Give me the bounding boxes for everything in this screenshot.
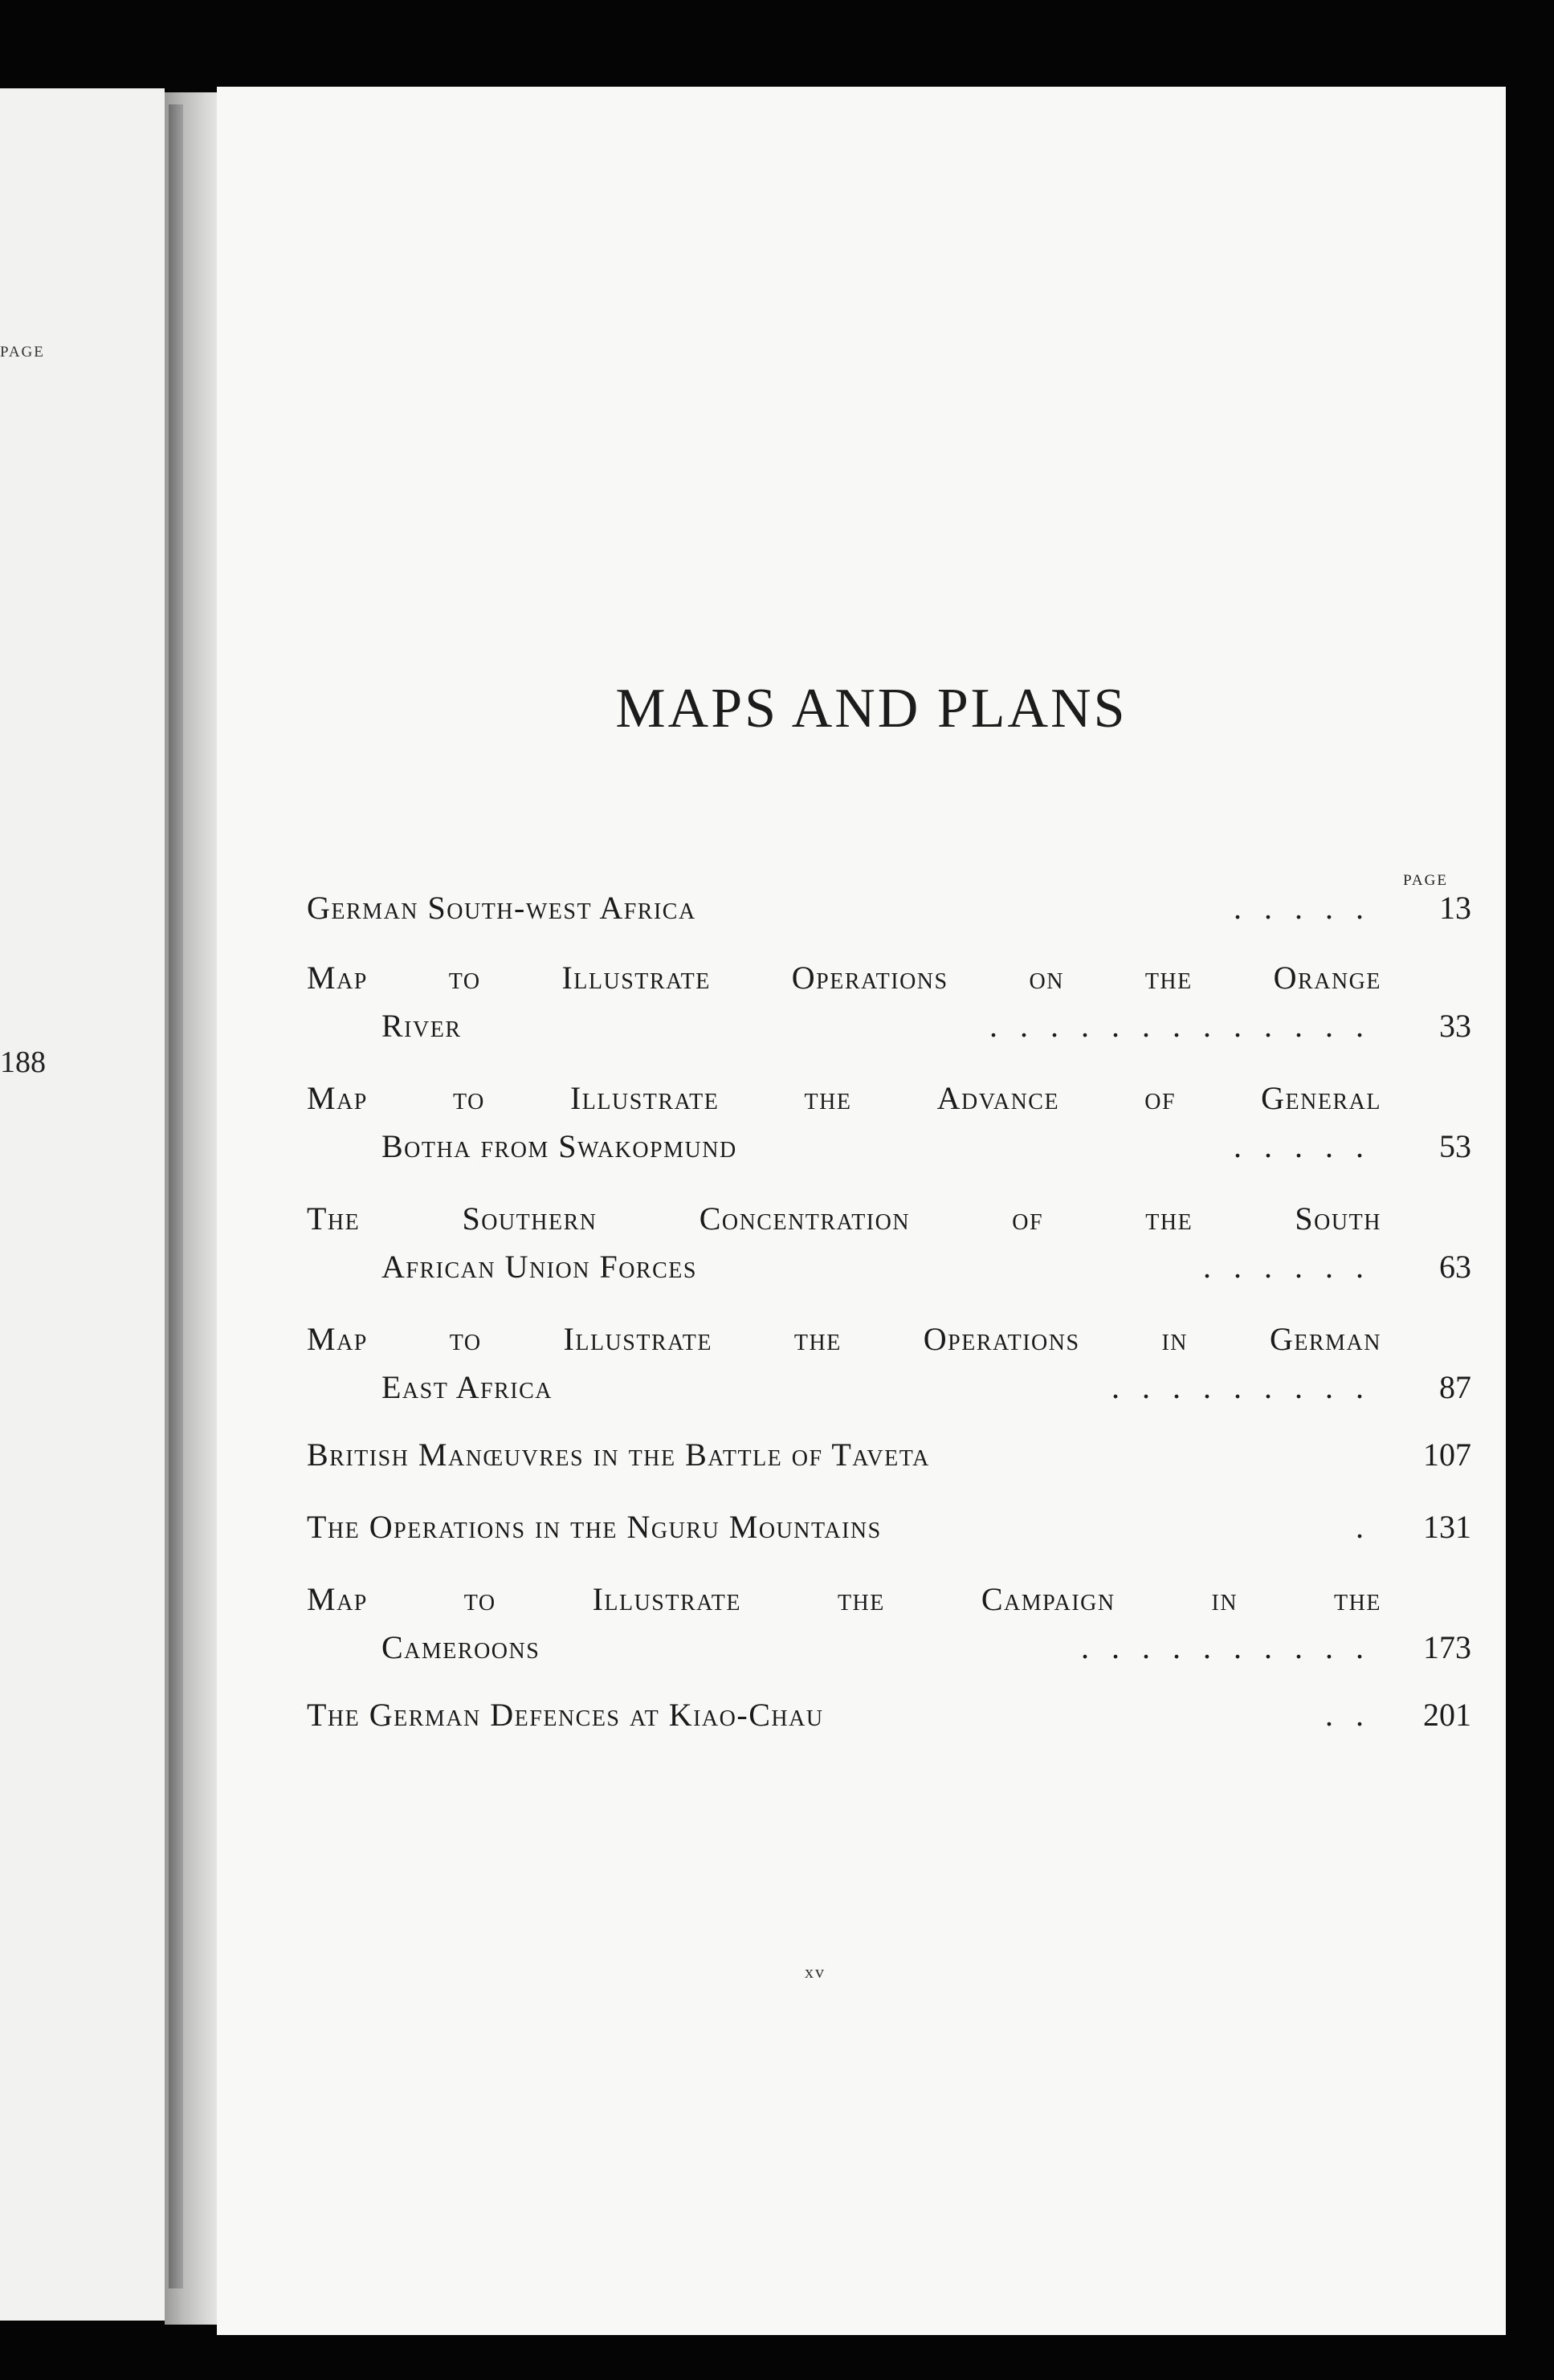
entry-title-line-2: Cameroons [381,1629,540,1665]
entry-page-number: 33 [1439,1008,1471,1044]
entry-title: The Operations in the Nguru Mountains [307,1509,882,1545]
dot-leader: ..... [1234,890,1386,926]
entry-title-line-1 [307,1315,1381,1363]
entry-title-line-2: East Africa [381,1369,553,1405]
list-item [307,1074,1471,1171]
previous-page [0,88,165,2321]
entry-title-line-2: African Union Forces [381,1249,697,1285]
entry-title-line-1 [307,954,1381,1002]
entry-word: Campaign [981,1581,1116,1617]
entry-title-line-2: Botha from Swakopmund [381,1128,737,1164]
entry-title-line-1 [307,1074,1381,1123]
entry-word: Map [307,1321,368,1357]
dot-leader: ...... [1203,1249,1386,1285]
maps-and-plans-page [217,87,1506,2335]
entry-page-number: 107 [1423,1437,1471,1473]
entry-title-line-1 [307,1575,1381,1624]
entry-word: Advance [936,1080,1060,1116]
entry-word: Illustrate [561,960,711,996]
page-title: MAPS AND PLANS [615,678,1128,740]
entry-word: Illustrate [569,1080,720,1116]
entry-word: the [1334,1581,1381,1617]
list-item [307,1503,1471,1551]
entry-page-number: 201 [1423,1697,1471,1733]
book-spine-shadow [169,104,183,2288]
entry-word: of [1144,1080,1177,1116]
list-item [307,1195,1471,1291]
entry-page-number: 131 [1423,1509,1471,1545]
previous-page-number: 188 [0,1045,46,1079]
dot-leader: ..... [1234,1128,1386,1164]
entry-page-number: 53 [1439,1128,1471,1164]
entry-word: Illustrate [592,1581,741,1617]
entry-title-line-1 [307,1195,1381,1243]
entry-page-number: 13 [1439,890,1471,926]
list-item [307,884,1471,932]
entry-page-number: 87 [1439,1369,1471,1405]
dot-leader: .. [1325,1697,1386,1733]
entry-word: to [449,1321,482,1357]
entry-word: Illustrate [563,1321,712,1357]
page-folio: xv [805,1962,826,1982]
list-item [307,1315,1471,1412]
entry-word: to [448,960,481,996]
page-column-header: PAGE [1403,872,1448,889]
entry-title-line-2: River [381,1008,462,1044]
entry-title: British Manœuvres in the Battle of Taveta [307,1437,930,1473]
entry-word: the [804,1080,852,1116]
entry-title: The German Defences at Kiao-Chau [307,1697,824,1733]
entry-word: Southern [462,1200,598,1237]
entry-page-number: 63 [1439,1249,1471,1285]
list-item [307,1575,1471,1672]
entry-word: General [1261,1080,1381,1116]
entry-word: on [1029,960,1064,996]
entry-word: the [1145,1200,1193,1237]
dot-leader: . [1356,1509,1386,1545]
entry-word: the [1144,960,1193,996]
entry-word: the [793,1321,842,1357]
previous-page-header: PAGE [0,344,45,361]
entry-title: German South-west Africa [307,890,696,926]
entry-word: Map [307,960,368,996]
dot-leader: ......... [1111,1369,1386,1405]
list-item [307,954,1471,1050]
entry-word: Orange [1273,960,1381,996]
entry-word: in [1161,1321,1189,1357]
list-item [307,1691,1471,1739]
entry-word: Map [307,1581,368,1617]
entry-word: Concentration [699,1200,911,1237]
entry-word: in [1211,1581,1238,1617]
entry-word: to [463,1581,496,1617]
entry-word: the [837,1581,885,1617]
entry-word: to [453,1080,485,1116]
dot-leader: ............. [989,1008,1386,1044]
entry-page-number: 173 [1423,1629,1471,1665]
dot-leader: .......... [1081,1629,1386,1665]
entry-word: Operations [791,960,948,996]
entry-word: The [307,1200,361,1237]
list-item [307,1431,1471,1479]
entry-word: South [1295,1200,1381,1237]
entry-word: Operations [923,1321,1080,1357]
entry-word: Map [307,1080,368,1116]
entry-word: of [1012,1200,1044,1237]
entry-word: German [1269,1321,1381,1357]
